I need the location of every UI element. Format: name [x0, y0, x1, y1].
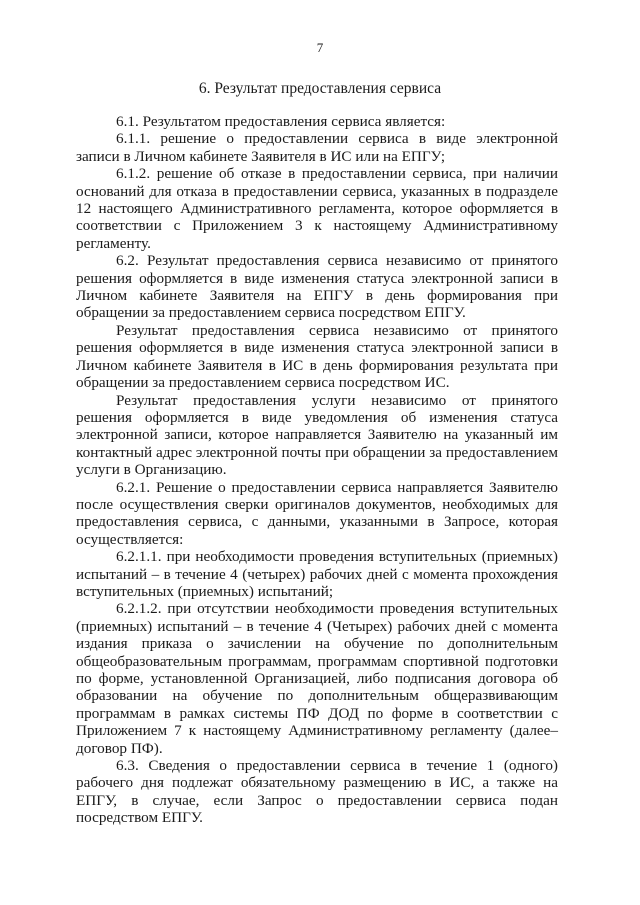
page-number: 7 — [316, 40, 324, 55]
paragraph-6-1-1: 6.1.1. решение о предоставлении сервиса в виде электронной записи в Личном кабинете Заявителя в ИС или на ЕПГУ; — [76, 130, 558, 165]
paragraph-6-2-email: Результат предоставления услуги независимо от принятого решения оформляется в виде уведомления об изменения статуса электронной записи, которое направляется Заявителю на указанный им контактный адрес электронной почты при обращении за предоставлением услуги в Организацию. — [76, 391, 558, 479]
paragraph-6-2-1-2: 6.2.1.2. при отсутствии необходимости проведения вступительных (приемных) испытаний – в течение 4 (Четырех) рабочих дней с момента издания приказа о зачислении на обучение по дополнительным общеобразовательным программам, программам спортивной подготовки по форме, установленной Организацией, либо подписания договора об образовании на обучение по дополнительным общеразвивающим программам в рамках системы ПФ ДОД по форме в соответствии с Приложением 7 к настоящему Административному регламенту (далее– договор ПФ). — [76, 600, 558, 757]
document-body — [76, 113, 558, 827]
section-title: 6. Результат предоставления сервиса — [198, 80, 442, 97]
paragraph-6-2-is: Результат предоставления сервиса независимо от принятого решения оформляется в виде изменения статуса электронной записи в Личном кабинете Заявителя в ИС в день формирования результата при обращении за предоставлением сервиса посредством ИС. — [76, 321, 558, 392]
paragraph-6-3: 6.3. Сведения о предоставлении сервиса в течение 1 (одного) рабочего дня подлежат обязательному размещению в ИС, а также на ЕПГУ, в случае, если Запрос о предоставлении сервиса подан посредством ЕПГУ. — [76, 757, 558, 827]
paragraph-6-1-2: 6.1.2. решение об отказе в предоставлении сервиса, при наличии оснований для отказа в предоставлении сервиса, указанных в подразделе 12 настоящего Административного регламента, которое оформляется в соответствии с Приложением 3 к настоящему Административному регламенту. — [76, 165, 558, 252]
paragraph-6-2-1: 6.2.1. Решение о предоставлении сервиса направляется Заявителю после осуществления сверки оригиналов документов, необходимых для предоставления сервиса, с данными, указанными в Запросе, которая осуществляется: — [76, 478, 558, 548]
paragraph-6-1: 6.1. Результатом предоставления сервиса является: — [116, 113, 446, 130]
paragraph-6-2-1-1: 6.2.1.1. при необходимости проведения вступительных (приемных) испытаний – в течение 4 (четырех) рабочих дней с момента прохождения вступительных (приемных) испытаний; — [76, 548, 558, 600]
paragraph-6-2: 6.2. Результат предоставления сервиса независимо от принятого решения оформляется в виде изменения статуса электронной записи в Личном кабинете Заявителя на ЕПГУ в день формирования при обращении за предоставлением сервиса посредством ЕПГУ. — [76, 252, 558, 322]
